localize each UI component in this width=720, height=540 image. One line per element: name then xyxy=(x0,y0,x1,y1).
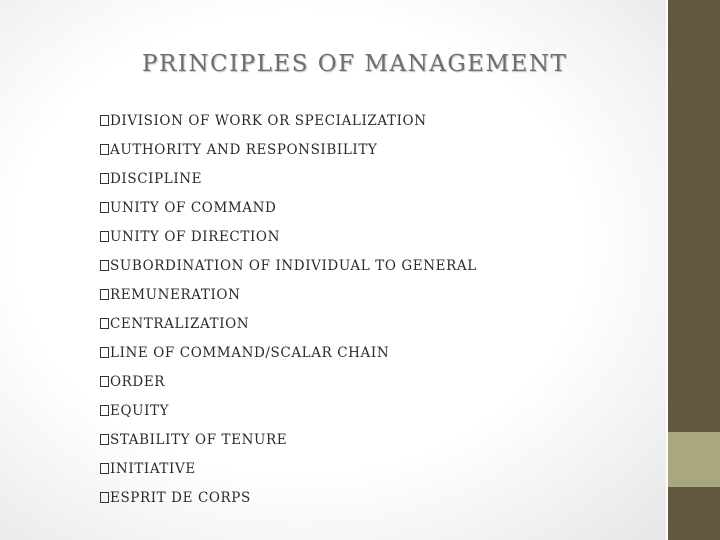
list-item xyxy=(100,251,477,280)
list-item-label: REMUNERATION xyxy=(110,286,241,303)
list-item-label: DIVISION OF WORK OR SPECIALIZATION xyxy=(110,112,427,129)
square-bullet-icon xyxy=(100,202,109,213)
list-item xyxy=(100,164,477,193)
list-item xyxy=(100,454,477,483)
principles-list xyxy=(100,106,477,512)
square-bullet-icon xyxy=(100,318,109,329)
list-item-label: ESPRIT DE CORPS xyxy=(110,489,251,506)
list-item xyxy=(100,425,477,454)
square-bullet-icon xyxy=(100,173,109,184)
square-bullet-icon xyxy=(100,376,109,387)
square-bullet-icon xyxy=(100,347,109,358)
square-bullet-icon xyxy=(100,231,109,242)
sidebar-divider xyxy=(666,0,668,540)
list-item-label: LINE OF COMMAND/SCALAR CHAIN xyxy=(110,344,390,361)
list-item-label: INITIATIVE xyxy=(110,460,196,477)
sidebar-accent-block xyxy=(666,432,720,487)
list-item xyxy=(100,193,477,222)
list-item xyxy=(100,367,477,396)
list-item-label: CENTRALIZATION xyxy=(110,315,250,332)
list-item-label: SUBORDINATION OF INDIVIDUAL TO GENERAL xyxy=(110,257,477,274)
list-item xyxy=(100,222,477,251)
list-item xyxy=(100,338,477,367)
list-item xyxy=(100,280,477,309)
list-item-label: DISCIPLINE xyxy=(110,170,203,187)
square-bullet-icon xyxy=(100,289,109,300)
square-bullet-icon xyxy=(100,463,109,474)
square-bullet-icon xyxy=(100,260,109,271)
list-item-label: UNITY OF DIRECTION xyxy=(110,228,280,245)
slide-title: PRINCIPLES OF MANAGEMENT xyxy=(142,51,568,77)
list-item-label: ORDER xyxy=(110,373,166,390)
list-item-label: EQUITY xyxy=(110,402,170,419)
square-bullet-icon xyxy=(100,434,109,445)
list-item-label: AUTHORITY AND RESPONSIBILITY xyxy=(110,141,378,158)
list-item xyxy=(100,483,477,512)
square-bullet-icon xyxy=(100,492,109,503)
square-bullet-icon xyxy=(100,115,109,126)
list-item xyxy=(100,309,477,338)
square-bullet-icon xyxy=(100,405,109,416)
list-item xyxy=(100,106,477,135)
list-item-label: UNITY OF COMMAND xyxy=(110,199,277,216)
list-item xyxy=(100,135,477,164)
square-bullet-icon xyxy=(100,144,109,155)
list-item-label: STABILITY OF TENURE xyxy=(110,431,288,448)
list-item xyxy=(100,396,477,425)
